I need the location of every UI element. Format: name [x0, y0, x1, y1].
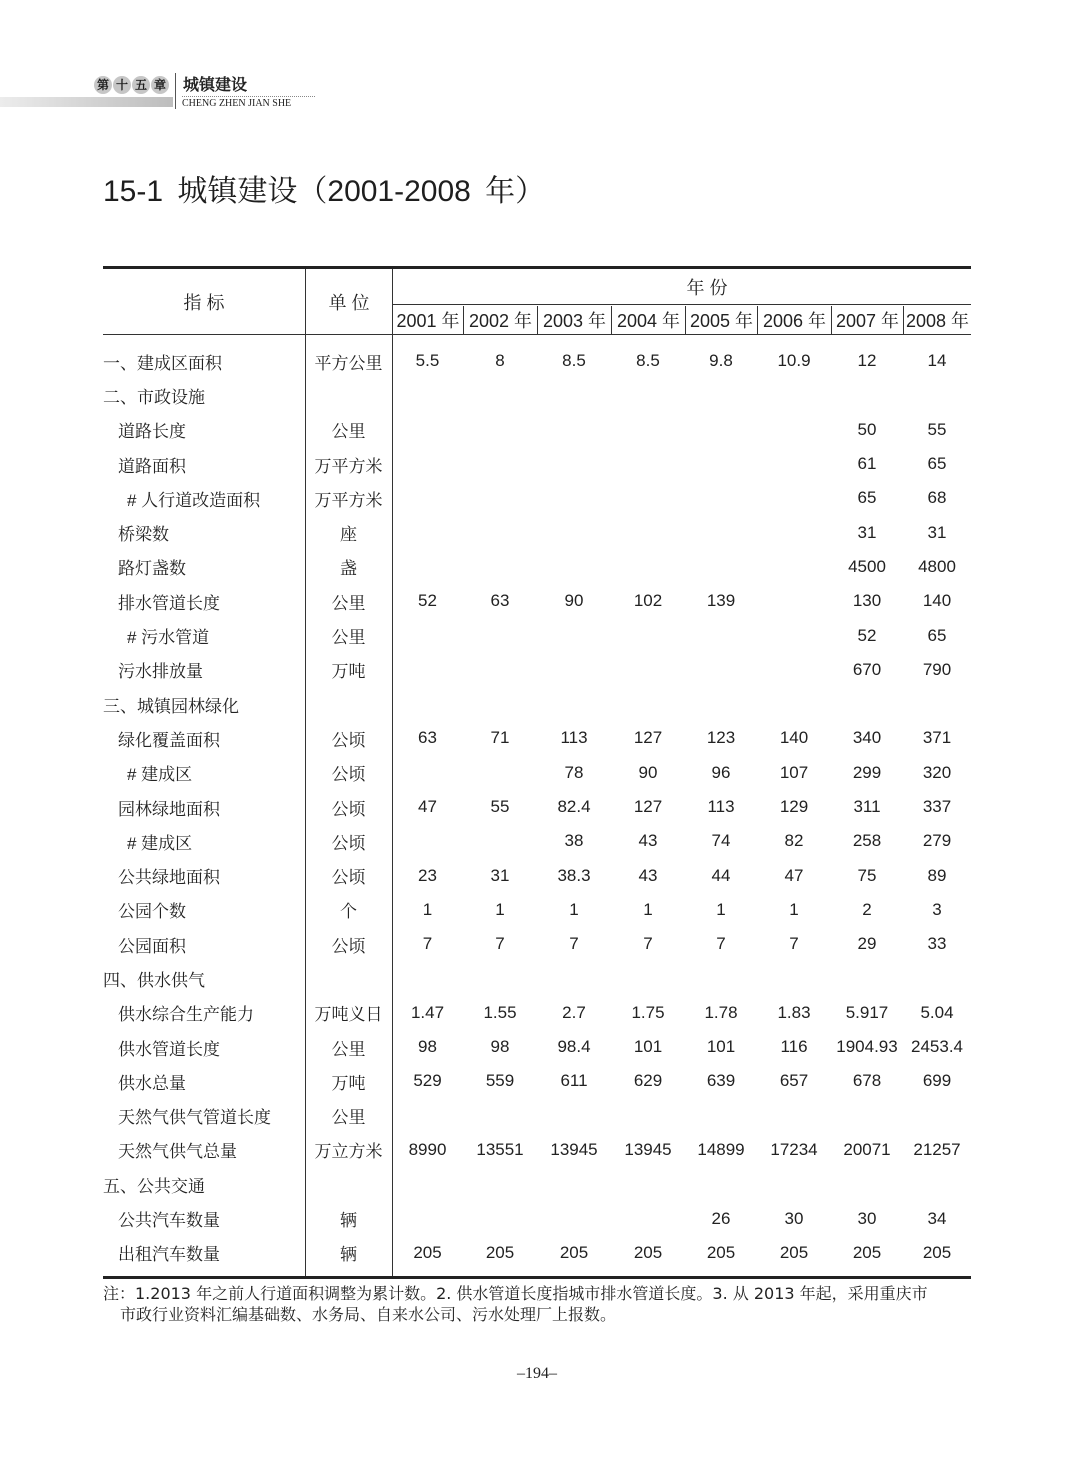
header-rule — [103, 334, 971, 335]
value-cell: 113 — [560, 728, 588, 748]
table-row — [103, 618, 971, 652]
unit-cell: 公顷 — [331, 833, 366, 853]
value-cell: 611 — [560, 1071, 588, 1091]
section-label: 五、公共交通 — [103, 1176, 205, 1196]
value-cell: 699 — [922, 1071, 952, 1091]
table-row — [103, 756, 971, 790]
page-number: –194– — [517, 1365, 557, 1382]
section-title: 城镇建设 — [183, 75, 248, 94]
table-row — [103, 378, 971, 412]
value-cell: 123 — [706, 728, 736, 748]
value-cell: 258 — [852, 831, 882, 851]
value-cell: 47 — [784, 865, 804, 885]
table-row — [103, 550, 971, 584]
value-cell: 71 — [490, 728, 510, 748]
table-body — [103, 344, 971, 1270]
value-cell: 107 — [779, 762, 809, 782]
value-cell: 7 — [643, 934, 653, 954]
value-cell: 7 — [422, 934, 433, 954]
value-cell: 74 — [711, 831, 731, 851]
value-cell: 139 — [706, 591, 736, 611]
table-row — [103, 996, 971, 1030]
data-table — [103, 266, 971, 1279]
table-row — [103, 344, 971, 378]
value-cell: 10.9 — [777, 351, 811, 371]
value-cell: 205 — [852, 1242, 882, 1262]
value-cell: 670 — [852, 659, 882, 679]
value-cell: 102 — [633, 591, 663, 611]
table-note — [103, 1283, 971, 1325]
value-cell: 1904.93 — [836, 1037, 898, 1057]
value-cell: 205 — [706, 1242, 736, 1262]
table-row — [103, 515, 971, 549]
header-divider — [175, 73, 176, 109]
value-cell: 82 — [784, 831, 804, 851]
value-cell: 279 — [922, 831, 952, 851]
value-cell: 33 — [927, 934, 947, 954]
table-row — [103, 413, 971, 447]
indicator-label: 公园个数 — [118, 902, 186, 922]
value-cell: 320 — [922, 762, 952, 782]
value-cell: 65 — [927, 625, 947, 645]
value-cell: 50 — [857, 419, 877, 439]
value-cell: 1 — [495, 899, 505, 919]
header-year: 2005 年 — [685, 306, 757, 334]
value-cell: 98 — [490, 1037, 510, 1057]
indicator-label: 公共汽车数量 — [118, 1211, 220, 1231]
value-cell: 1.83 — [777, 1002, 811, 1022]
section-pinyin: CHENG ZHEN JIAN SHE — [182, 98, 292, 109]
unit-cell: 辆 — [340, 1245, 357, 1265]
table-row — [103, 584, 971, 618]
table-row — [103, 653, 971, 687]
unit-cell: 万平方米 — [314, 490, 383, 510]
value-cell: 30 — [784, 1208, 804, 1228]
value-cell: 31 — [927, 522, 947, 542]
value-cell: 90 — [564, 591, 584, 611]
page-title: 15-1 城镇建设（2001-2008 年） — [103, 175, 546, 208]
header-dotted-rule — [182, 96, 315, 97]
table-row — [103, 721, 971, 755]
value-cell: 4500 — [848, 556, 886, 576]
value-cell: 7 — [569, 934, 579, 954]
value-cell: 61 — [857, 454, 877, 474]
unit-cell: 公顷 — [331, 730, 366, 750]
unit-cell: 公顷 — [331, 765, 366, 785]
indicator-label: 公共绿地面积 — [118, 868, 220, 888]
unit-cell: 公顷 — [331, 799, 366, 819]
value-cell: 43 — [638, 831, 658, 851]
value-cell: 26 — [711, 1208, 731, 1228]
value-cell: 205 — [559, 1242, 589, 1262]
value-cell: 127 — [633, 797, 663, 816]
value-cell: 82.4 — [557, 797, 591, 816]
unit-cell: 辆 — [340, 1211, 357, 1231]
section-label: 四、供水供气 — [103, 970, 205, 990]
value-cell: 55 — [490, 797, 510, 816]
chapter-char: 十 — [113, 76, 131, 94]
value-cell: 529 — [413, 1071, 442, 1091]
indicator-label: # 污水管道 — [127, 628, 210, 648]
value-cell: 1.75 — [631, 1002, 665, 1022]
header-year: 2002 年 — [463, 306, 537, 334]
unit-cell: 公里 — [331, 628, 366, 648]
value-cell: 205 — [779, 1242, 809, 1262]
unit-cell: 公里 — [331, 1108, 366, 1128]
value-cell: 52 — [857, 625, 877, 645]
value-cell: 38.3 — [557, 865, 591, 885]
unit-cell: 万立方米 — [314, 1142, 383, 1162]
indicator-label: # 人行道改造面积 — [127, 490, 261, 510]
table-row — [103, 927, 971, 961]
value-cell: 629 — [633, 1071, 663, 1091]
unit-cell: 公里 — [331, 593, 366, 613]
table-row — [103, 961, 971, 995]
header-year-group: 年 份 — [393, 269, 971, 305]
table-row — [103, 1030, 971, 1064]
value-cell: 34 — [927, 1208, 947, 1228]
value-cell: 1 — [789, 899, 799, 919]
value-cell: 75 — [857, 865, 877, 885]
value-cell: 113 — [707, 797, 735, 816]
table-row — [103, 824, 971, 858]
indicator-label: 园林绿地面积 — [118, 799, 220, 819]
table-note-line: 注：1.2013 年之前人行道面积调整为累计数。2. 供水管道长度指城市排水管道长度。3. 从 2013 年起，采用重庆市 — [103, 1284, 928, 1303]
value-cell: 21257 — [913, 1139, 961, 1159]
section-label: 二、市政设施 — [103, 387, 205, 407]
table-row — [103, 447, 971, 481]
chapter-char: 章 — [151, 76, 169, 94]
value-cell: 8 — [495, 351, 505, 371]
value-cell: 116 — [780, 1037, 808, 1057]
value-cell: 68 — [927, 488, 947, 508]
value-cell: 1 — [716, 899, 726, 919]
table-note-line: 市政行业资料汇编基础数、水务局、自来水公司、污水处理厂上报数。 — [120, 1305, 617, 1324]
chapter-char: 五 — [132, 76, 150, 94]
table-row — [103, 858, 971, 892]
value-cell: 101 — [633, 1037, 663, 1057]
indicator-label: 供水总量 — [118, 1073, 186, 1093]
indicator-label: 道路面积 — [118, 456, 186, 476]
value-cell: 657 — [779, 1071, 809, 1091]
value-cell: 55 — [927, 419, 947, 439]
unit-cell: 个 — [340, 902, 357, 922]
value-cell: 1 — [422, 899, 433, 919]
indicator-label: 绿化覆盖面积 — [118, 730, 220, 750]
value-cell: 2453.4 — [911, 1037, 963, 1057]
value-cell: 7 — [789, 934, 799, 954]
value-cell: 5.917 — [845, 1002, 889, 1022]
value-cell: 13945 — [624, 1139, 672, 1159]
value-cell: 65 — [927, 454, 947, 474]
value-cell: 31 — [857, 522, 877, 542]
section-label: 一、建成区面积 — [103, 353, 222, 373]
value-cell: 8.5 — [562, 351, 586, 371]
chapter-label — [94, 76, 169, 94]
indicator-label: 公园面积 — [118, 936, 186, 956]
value-cell: 559 — [485, 1071, 515, 1091]
value-cell: 8990 — [408, 1139, 447, 1159]
value-cell: 63 — [418, 728, 437, 748]
value-cell: 127 — [633, 728, 663, 748]
value-cell: 140 — [779, 728, 809, 748]
unit-cell: 万吨 — [331, 1073, 366, 1093]
indicator-label: 天然气供气总量 — [118, 1142, 237, 1162]
value-cell: 678 — [852, 1071, 882, 1091]
value-cell: 14899 — [697, 1139, 745, 1159]
value-cell: 3 — [932, 899, 942, 919]
value-cell: 311 — [853, 797, 881, 816]
value-cell: 205 — [922, 1242, 952, 1262]
header-year-row — [393, 306, 971, 334]
table-row — [103, 1201, 971, 1235]
value-cell: 7 — [716, 934, 726, 954]
indicator-label: 天然气供气管道长度 — [118, 1108, 271, 1128]
value-cell: 1.78 — [704, 1002, 738, 1022]
unit-cell: 公顷 — [331, 936, 366, 956]
value-cell: 98 — [418, 1037, 437, 1057]
table-row — [103, 1064, 971, 1098]
unit-cell: 万吨义日 — [314, 1005, 383, 1025]
chapter-char: 第 — [94, 76, 112, 94]
table-row — [103, 687, 971, 721]
value-cell: 205 — [413, 1242, 442, 1262]
value-cell: 31 — [490, 865, 510, 885]
value-cell: 790 — [922, 659, 952, 679]
value-cell: 4800 — [918, 556, 956, 576]
unit-cell: 万吨 — [331, 662, 366, 682]
value-cell: 13945 — [550, 1139, 598, 1159]
value-cell: 1.55 — [483, 1002, 517, 1022]
value-cell: 205 — [633, 1242, 663, 1262]
value-cell: 14 — [927, 351, 947, 371]
value-cell: 17234 — [770, 1139, 818, 1159]
value-cell: 12 — [857, 351, 877, 371]
unit-cell: 平方公里 — [314, 353, 383, 373]
indicator-label: 排水管道长度 — [118, 593, 220, 613]
value-cell: 639 — [706, 1071, 736, 1091]
value-cell: 96 — [711, 762, 731, 782]
table-row — [103, 893, 971, 927]
value-cell: 205 — [485, 1242, 515, 1262]
value-cell: 65 — [857, 488, 877, 508]
value-cell: 30 — [857, 1208, 877, 1228]
value-cell: 299 — [852, 762, 882, 782]
value-cell: 130 — [852, 591, 882, 611]
value-cell: 43 — [638, 865, 658, 885]
value-cell: 98.4 — [557, 1037, 591, 1057]
header-unit: 单 位 — [328, 292, 370, 313]
value-cell: 90 — [638, 762, 658, 782]
value-cell: 1 — [569, 899, 579, 919]
indicator-label: # 建成区 — [127, 833, 193, 853]
header-year: 2007 年 — [831, 306, 903, 334]
value-cell: 101 — [706, 1037, 736, 1057]
table-row — [103, 1236, 971, 1270]
header-year: 2006 年 — [757, 306, 831, 334]
unit-cell: 公里 — [331, 422, 366, 442]
value-cell: 7 — [495, 934, 505, 954]
indicator-label: 路灯盏数 — [118, 559, 186, 579]
value-cell: 13551 — [476, 1139, 524, 1159]
value-cell: 78 — [564, 762, 584, 782]
value-cell: 52 — [418, 591, 437, 611]
header-year: 2008 年 — [903, 306, 971, 334]
value-cell: 337 — [922, 797, 952, 816]
value-cell: 38 — [564, 831, 584, 851]
value-cell: 89 — [927, 865, 947, 885]
unit-cell: 公顷 — [331, 868, 366, 888]
value-cell: 63 — [490, 591, 510, 611]
header-year: 2003 年 — [537, 306, 611, 334]
header-year: 2004 年 — [611, 306, 685, 334]
indicator-label: 供水综合生产能力 — [118, 1005, 254, 1025]
value-cell: 1 — [643, 899, 653, 919]
table-row — [103, 481, 971, 515]
indicator-label: 出租汽车数量 — [118, 1245, 220, 1265]
section-label: 三、城镇园林绿化 — [103, 696, 239, 716]
header-band — [0, 97, 173, 107]
value-cell: 2 — [862, 899, 872, 919]
table-row — [103, 1133, 971, 1167]
unit-cell: 公里 — [331, 1039, 366, 1059]
value-cell: 1.47 — [410, 1002, 445, 1022]
header-indicator: 指 标 — [183, 292, 225, 313]
value-cell: 20071 — [843, 1139, 891, 1159]
table-vertical-rule — [305, 269, 306, 1276]
table-row — [103, 1099, 971, 1133]
unit-cell: 座 — [340, 525, 357, 545]
value-cell: 140 — [922, 591, 952, 611]
value-cell: 129 — [779, 797, 809, 816]
table-row — [103, 1167, 971, 1201]
value-cell: 9.8 — [709, 351, 733, 371]
table-row — [103, 790, 971, 824]
unit-cell: 万平方米 — [314, 456, 383, 476]
indicator-label: 污水排放量 — [118, 662, 203, 682]
value-cell: 44 — [711, 865, 731, 885]
value-cell: 371 — [922, 728, 952, 748]
value-cell: 29 — [857, 934, 877, 954]
value-cell: 5.5 — [415, 351, 440, 371]
value-cell: 2.7 — [562, 1002, 586, 1022]
table-vertical-rule — [392, 269, 393, 1276]
value-cell: 340 — [852, 728, 882, 748]
indicator-label: 桥梁数 — [118, 525, 169, 545]
unit-cell: 盏 — [340, 559, 357, 579]
indicator-label: 道路长度 — [118, 422, 186, 442]
header-year: 2001 年 — [396, 311, 460, 331]
value-cell: 5.04 — [920, 1002, 954, 1022]
value-cell: 47 — [418, 797, 437, 816]
indicator-label: 供水管道长度 — [118, 1039, 220, 1059]
value-cell: 23 — [418, 865, 437, 885]
value-cell: 8.5 — [636, 351, 660, 371]
indicator-label: # 建成区 — [127, 765, 193, 785]
